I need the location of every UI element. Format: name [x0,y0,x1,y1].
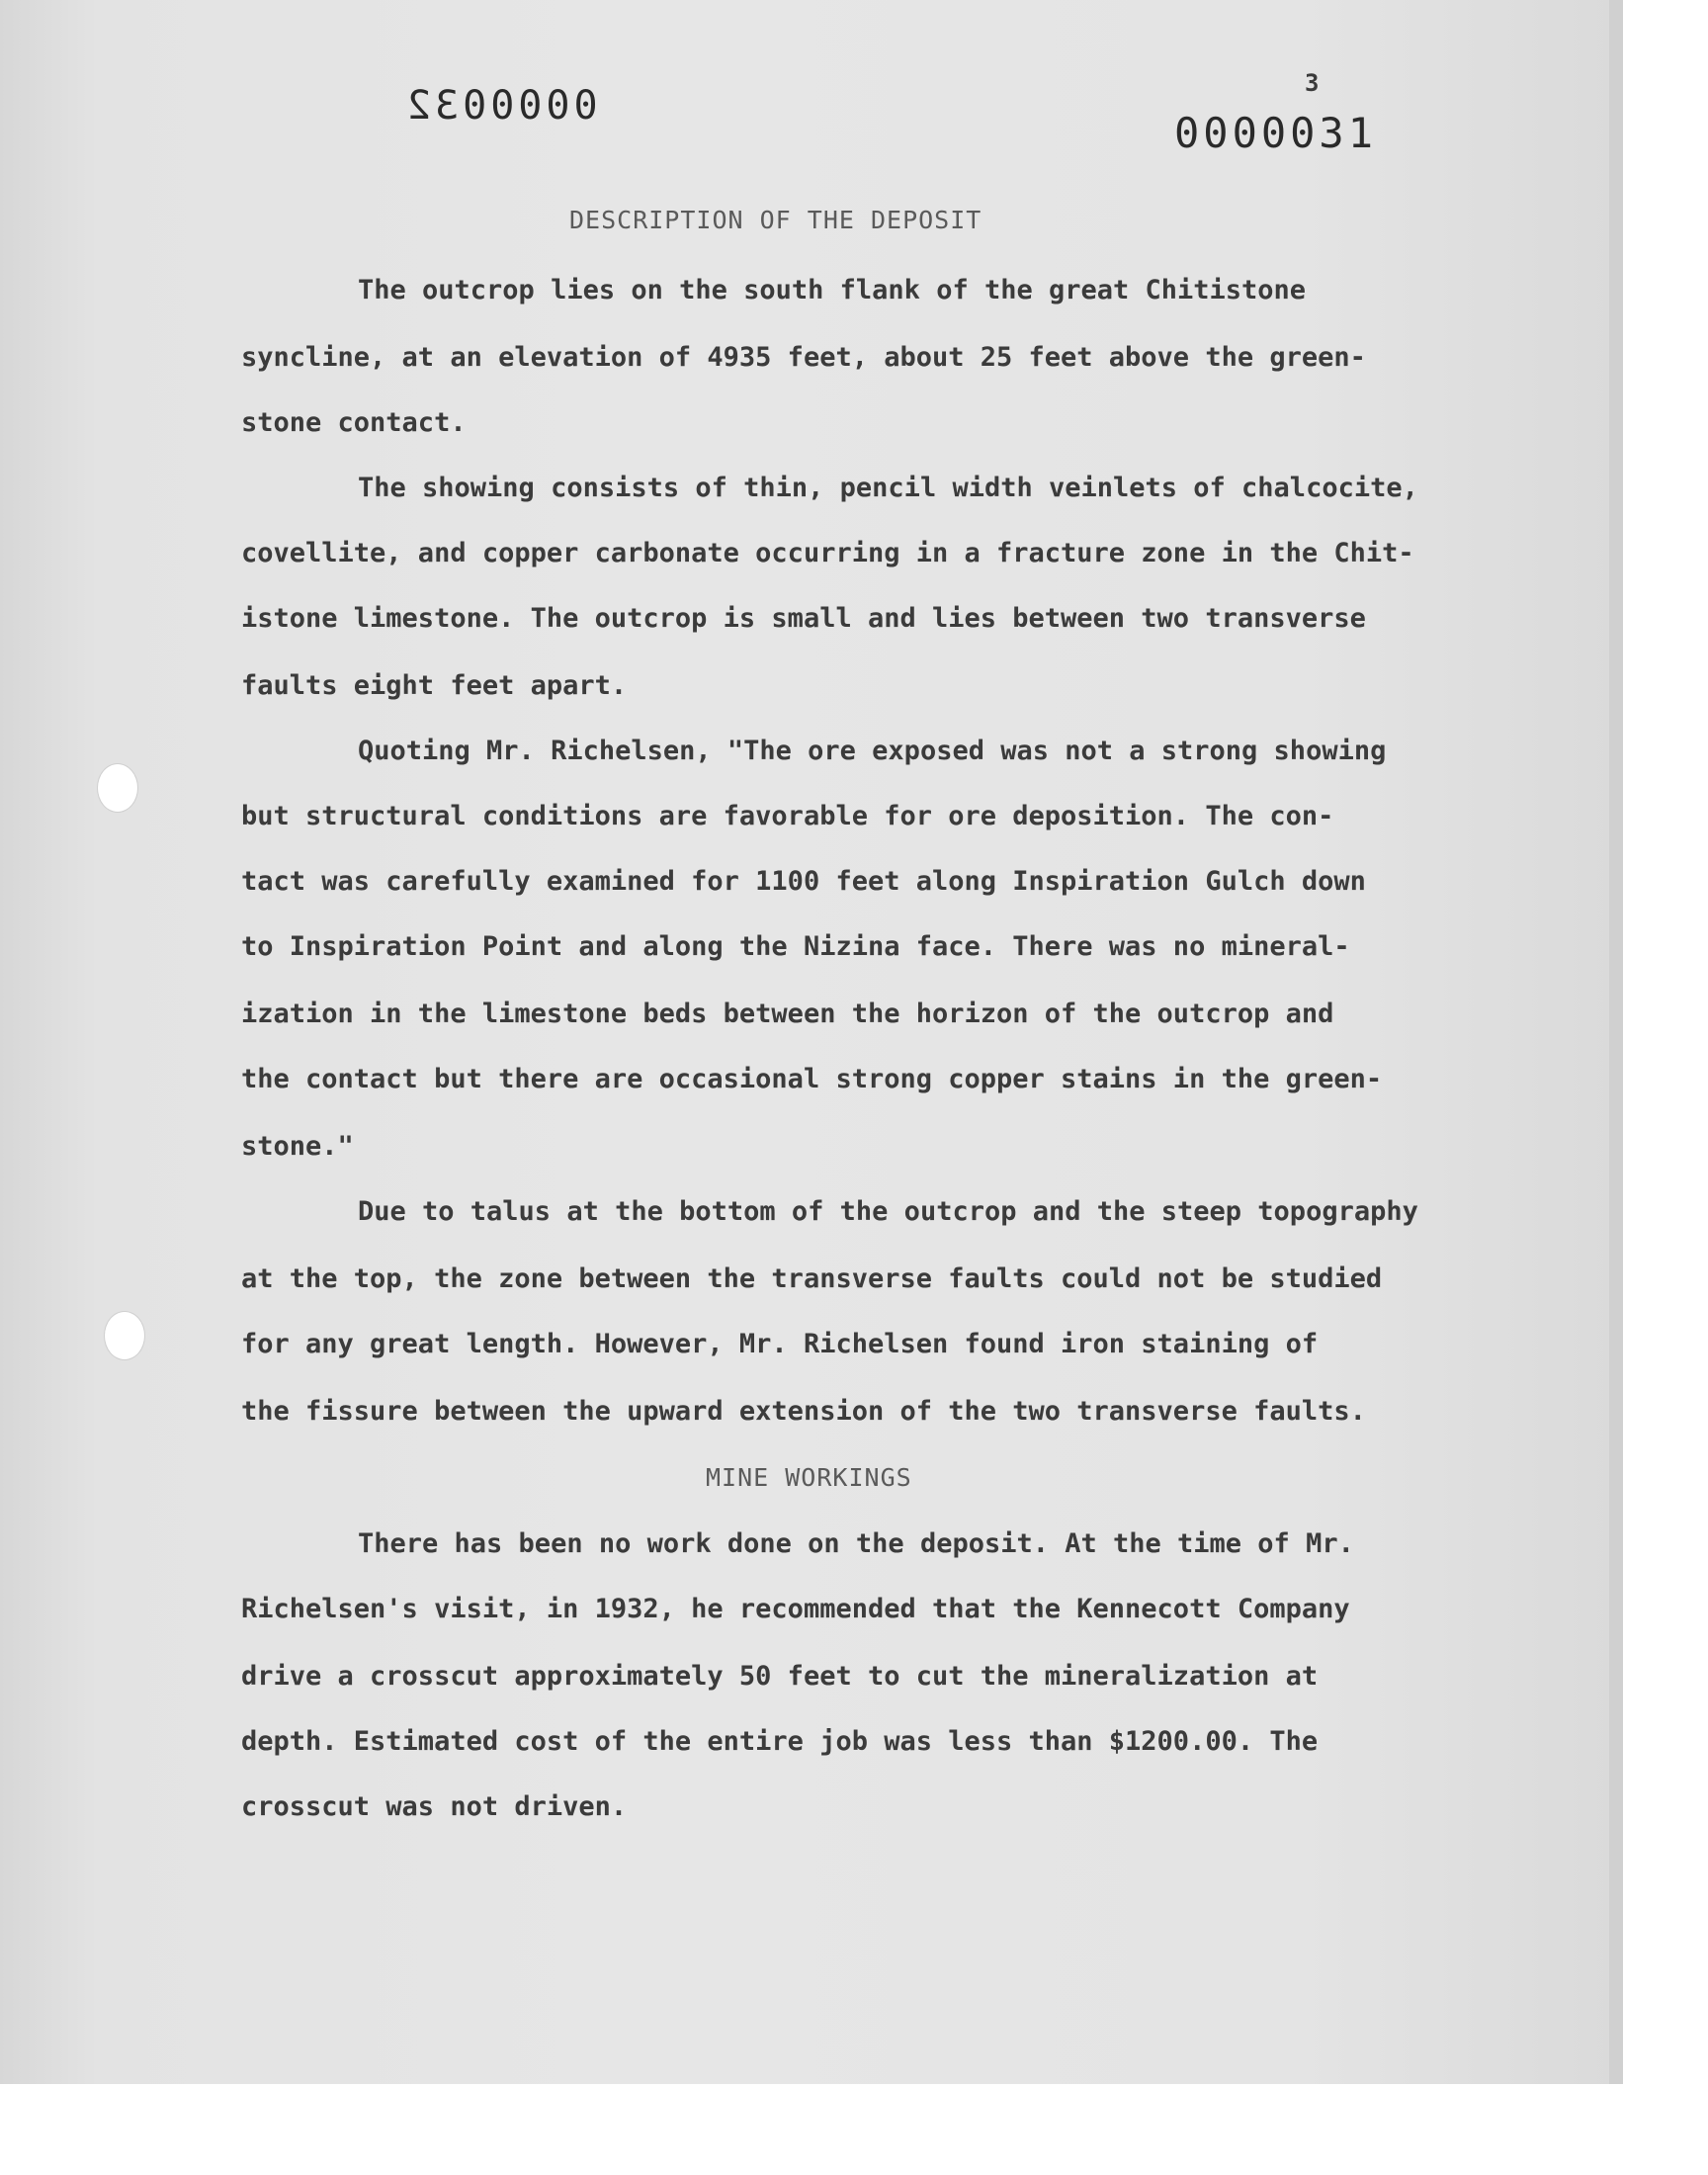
heading-mine-workings: MINE WORKINGS [706,1463,912,1492]
punch-hole-upper [97,763,138,813]
punch-hole-lower [104,1311,145,1360]
text-line: but structural conditions are favorable for ore deposition. The con- [241,801,1334,831]
text-line: faults eight feet apart. [241,670,628,701]
text-line: depth. Estimated cost of the entire job was less than $1200.00. The [241,1726,1319,1757]
text-line: There has been no work done on the deposit. At the time of Mr. [358,1528,1354,1559]
text-line: tact was carefully examined for 1100 feet along Inspiration Gulch down [241,866,1366,897]
text-line: at the top, the zone between the transverse faults could not be studied [241,1263,1383,1294]
text-line: Quoting Mr. Richelsen, "The ore exposed was not a strong showing [358,736,1387,766]
page-number: 3 [1305,69,1320,97]
text-line: Due to talus at the bottom of the outcrop and the steep topography [358,1196,1418,1227]
text-line: covellite, and copper carbonate occurring in a fracture zone in the Chit- [241,538,1414,568]
text-line: stone." [241,1131,354,1162]
text-line: for any great length. However, Mr. Richelsen found iron staining of [241,1329,1319,1359]
text-line: to Inspiration Point and along the Nizina face. There was no mineral- [241,931,1350,962]
text-line: istone limestone. The outcrop is small and lies between two transverse [241,603,1366,634]
text-line: the contact but there are occasional strong copper stains in the green- [241,1064,1383,1094]
text-line: Richelsen's visit, in 1932, he recommended that the Kennecott Company [241,1594,1350,1624]
text-line: crosscut was not driven. [241,1791,628,1822]
text-line: ization in the limestone beds between the horizon of the outcrop and [241,999,1334,1029]
text-line: The outcrop lies on the south flank of the great Chitistone [358,275,1307,305]
heading-description-of-deposit: DESCRIPTION OF THE DEPOSIT [569,206,982,234]
stamp-number-left: 0000032 [403,83,598,129]
text-line: syncline, at an elevation of 4935 feet, about 25 feet above the green- [241,342,1366,373]
text-line: stone contact. [241,407,467,438]
text-line: the fissure between the upward extension of the two transverse faults. [241,1396,1366,1427]
paper-edge [1609,0,1623,2084]
text-line: drive a crosscut approximately 50 feet to cut the mineralization at [241,1661,1319,1692]
stamp-number-right: 0000031 [1174,109,1378,157]
text-line: The showing consists of thin, pencil width veinlets of chalcocite, [358,473,1418,503]
